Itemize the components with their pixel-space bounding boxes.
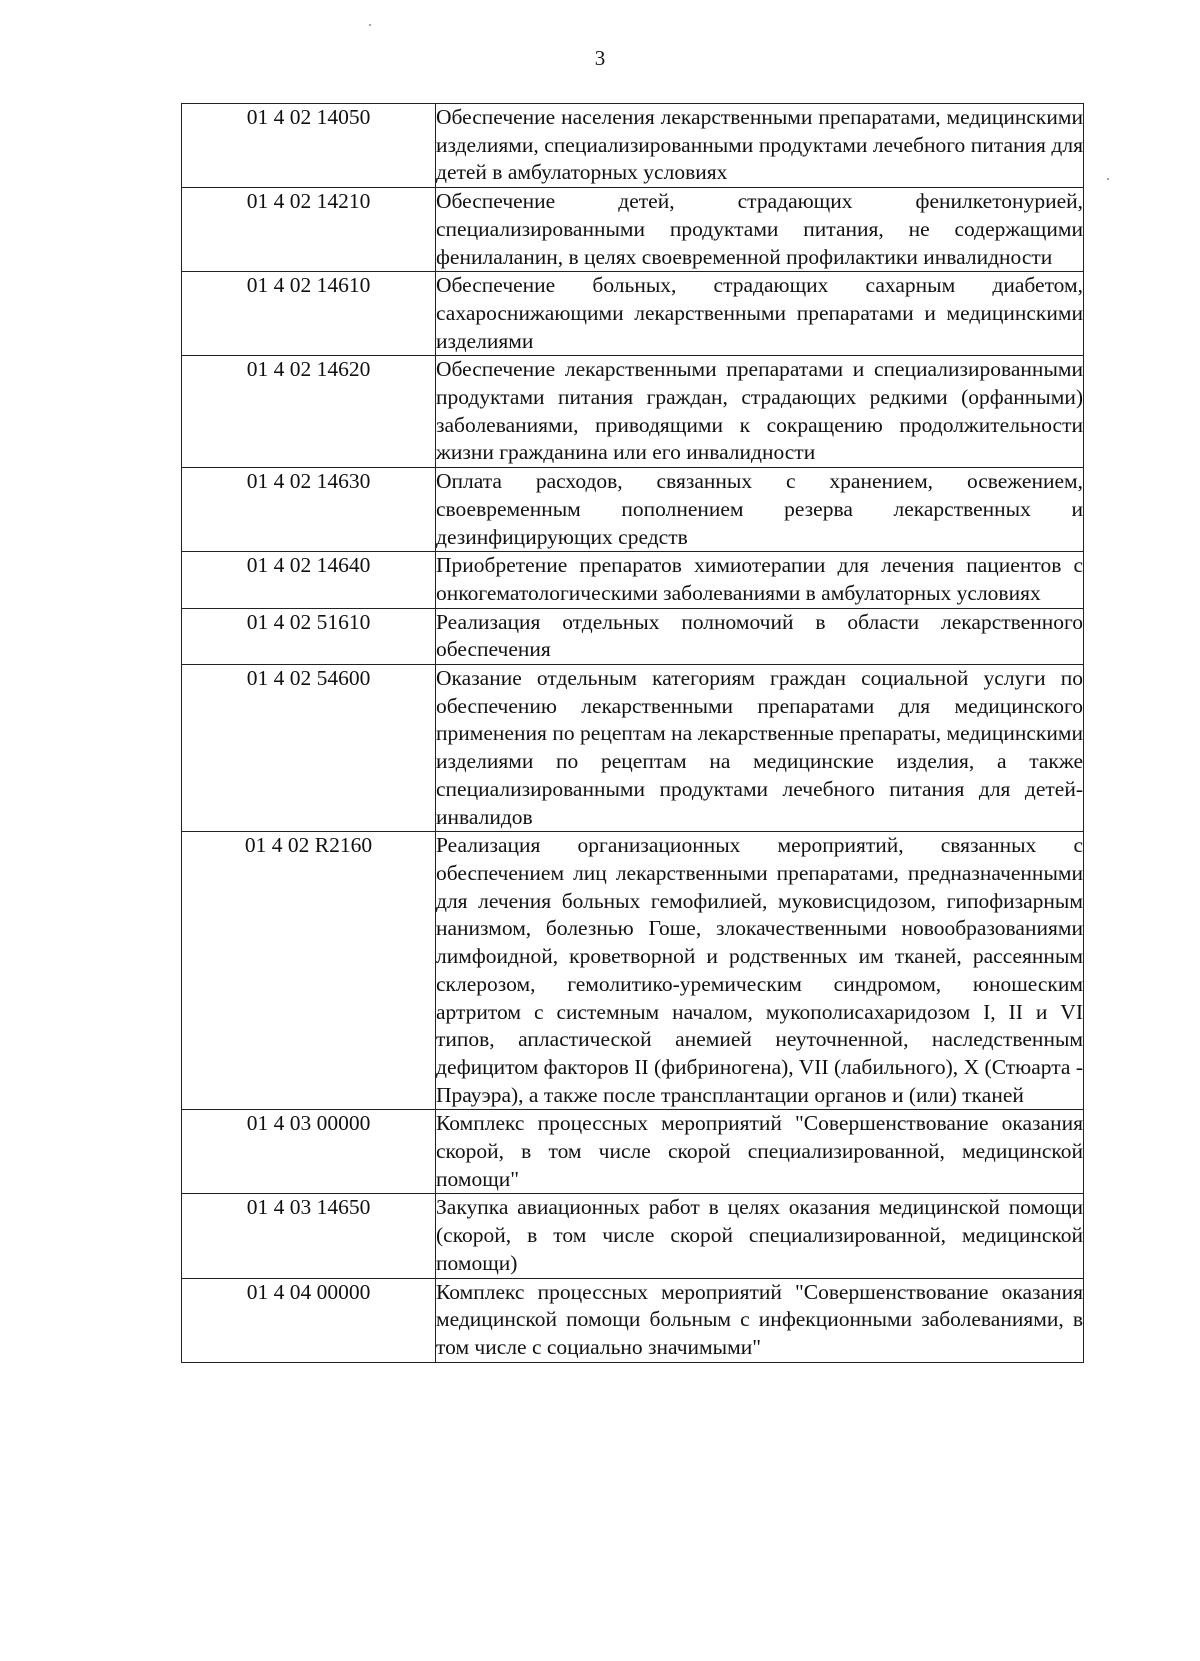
description-cell: Закупка авиационных работ в целях оказания медицинской помощи (скорой, в том числе скорой специализированной, медицинской помощи) — [436, 1194, 1084, 1278]
code-cell: 01 4 02 14210 — [182, 188, 436, 272]
description-cell: Обеспечение детей, страдающих фенилкетонурией, специализированными продуктами питания, не содержащими фенилаланин, в целях своевременной профилактики инвалидности — [436, 188, 1084, 272]
table-row — [182, 552, 1084, 608]
table-row — [182, 104, 1084, 188]
table-row — [182, 1278, 1084, 1362]
description-cell: Обеспечение населения лекарственными препаратами, медицинскими изделиями, специализированными продуктами лечебного питания для детей в амбулаторных условиях — [436, 104, 1084, 188]
table-row — [182, 1110, 1084, 1194]
table-row — [182, 468, 1084, 552]
code-cell: 01 4 02 14050 — [182, 104, 436, 188]
code-cell: 01 4 02 14630 — [182, 468, 436, 552]
table-row — [182, 665, 1084, 832]
description-cell: Оказание отдельным категориям граждан социальной услуги по обеспечению лекарственными препаратами для медицинского применения по рецептам на лекарственные препараты, медицинскими изделиями по рецептам на медицинские изделия, а также специализированными продуктами лечебного питания для детей-инвалидов — [436, 665, 1084, 832]
description-cell: Реализация отдельных полномочий в области лекарственного обеспечения — [436, 608, 1084, 664]
description-cell: Оплата расходов, связанных с хранением, освежением, своевременным пополнением резерва лекарственных и дезинфицирующих средств — [436, 468, 1084, 552]
table-row — [182, 1194, 1084, 1278]
table-row — [182, 356, 1084, 468]
code-cell: 01 4 02 14620 — [182, 356, 436, 468]
code-cell: 01 4 02 51610 — [182, 608, 436, 664]
description-cell: Обеспечение больных, страдающих сахарным диабетом, сахароснижающими лекарственными препаратами и медицинскими изделиями — [436, 272, 1084, 356]
table-row — [182, 608, 1084, 664]
code-cell: 01 4 04 00000 — [182, 1278, 436, 1362]
description-cell: Комплекс процессных мероприятий "Совершенствование оказания медицинской помощи больным с инфекционными заболеваниями, в том числе с социально значимыми" — [436, 1278, 1084, 1362]
code-cell: 01 4 02 54600 — [182, 665, 436, 832]
description-cell: Приобретение препаратов химиотерапии для лечения пациентов с онкогематологическими заболеваниями в амбулаторных условиях — [436, 552, 1084, 608]
table-row — [182, 188, 1084, 272]
scan-speck — [369, 24, 371, 26]
code-cell: 01 4 02 14610 — [182, 272, 436, 356]
table-row — [182, 272, 1084, 356]
page-number: 3 — [594, 46, 606, 70]
budget-code-table — [181, 103, 1084, 1363]
scan-speck — [1107, 178, 1109, 180]
description-cell: Комплекс процессных мероприятий "Совершенствование оказания скорой, в том числе скорой специализированной, медицинской помощи" — [436, 1110, 1084, 1194]
code-cell: 01 4 02 14640 — [182, 552, 436, 608]
code-cell: 01 4 02 R2160 — [182, 832, 436, 1110]
code-cell: 01 4 03 00000 — [182, 1110, 436, 1194]
description-cell: Реализация организационных мероприятий, связанных с обеспечением лиц лекарственными препаратами, предназначенными для лечения больных гемофилией, муковисцидозом, гипофизарным нанизмом, болезнью Гоше, злокачественными новообразованиями лимфоидной, кроветворной и родственных им тканей, рассеянным склерозом, гемолитико-уремическим синдромом, юношеским артритом с системным началом, мукополисахаридозом I, II и VI типов, апластической анемией неуточненной, наследственным дефицитом факторов II (фибриногена), VII (лабильного), X (Стюарта - Прауэра), а также после трансплантации органов и (или) тканей — [436, 832, 1084, 1110]
table-row — [182, 832, 1084, 1110]
description-cell: Обеспечение лекарственными препаратами и специализированными продуктами питания граждан, страдающих редкими (орфанными) заболеваниями, приводящими к сокращению продолжительности жизни гражданина или его инвалидности — [436, 356, 1084, 468]
code-cell: 01 4 03 14650 — [182, 1194, 436, 1278]
